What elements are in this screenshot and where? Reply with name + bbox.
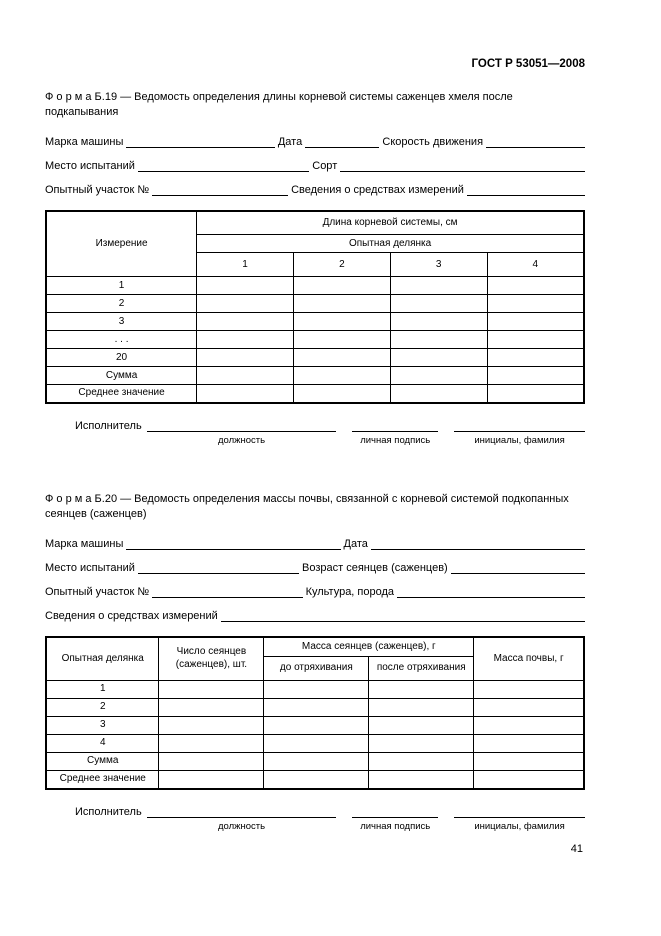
signature-slot-position [147,420,337,446]
row-label: 1 [46,681,159,699]
empty-cell [390,367,487,385]
col-header-plot: Опытная делянка [197,235,584,253]
fill-line [451,561,585,574]
empty-cell [474,681,584,699]
empty-cell [159,753,264,771]
row-label: 4 [46,735,159,753]
empty-cell [369,753,474,771]
table-row [46,385,584,403]
field-label-instruments: Сведения о средствах измерений [45,609,218,622]
empty-cell [197,331,294,349]
table-row [46,771,584,789]
empty-cell [369,699,474,717]
empty-cell [487,331,584,349]
signature-line [352,806,438,818]
empty-cell [390,349,487,367]
col-header-seedling-count: Число сеянцев (саженцев), шт. [159,637,264,681]
form-b19 [45,90,585,446]
empty-cell [159,699,264,717]
soil-mass-table [45,636,585,790]
empty-cell [293,385,390,403]
row-label: . . . [46,331,197,349]
fill-line [138,561,299,574]
field-label-site: Место испытаний [45,561,135,574]
empty-cell [474,699,584,717]
field-label-variety: Сорт [312,159,338,172]
field-label-date: Дата [277,135,303,148]
row-label: Сумма [46,367,197,385]
empty-cell [197,367,294,385]
executor-label: Исполнитель [75,419,142,432]
field-label-instruments: Сведения о средствах измерений [291,183,464,196]
empty-cell [390,277,487,295]
empty-cell [390,385,487,403]
empty-cell [197,295,294,313]
field-row [45,583,585,598]
field-label-date: Дата [343,537,368,550]
row-label: 2 [46,699,159,717]
empty-cell [487,313,584,331]
signature-slot-position [147,806,337,832]
table-row [46,313,584,331]
row-label: 2 [46,295,197,313]
fill-line [340,159,585,172]
empty-cell [390,295,487,313]
empty-cell [293,277,390,295]
signature-sublabel: инициалы, фамилия [474,434,565,446]
col-header-measurement: Измерение [46,211,197,277]
field-label-speed: Скорость движения [382,135,484,148]
empty-cell [159,717,264,735]
form-b19-fields [45,133,585,196]
table-row [46,753,584,771]
empty-cell [487,295,584,313]
fill-line [397,585,585,598]
empty-cell [474,771,584,789]
signature-line [352,420,438,432]
signature-sublabel: личная подпись [360,434,431,446]
empty-cell [293,313,390,331]
fill-line [371,537,585,550]
col-header-plot-3: 3 [390,253,487,277]
empty-cell [159,681,264,699]
fill-line [126,537,340,550]
signature-line [454,420,585,432]
empty-cell [197,349,294,367]
signature-sublabel: личная подпись [360,820,431,832]
form-b20-fields [45,535,585,622]
field-label-age: Возраст сеянцев (саженцев) [302,561,448,574]
fill-line [467,183,585,196]
field-label-plot-no: Опытный участок № [45,585,150,598]
row-label: Среднее значение [46,771,159,789]
empty-cell [293,367,390,385]
empty-cell [487,385,584,403]
empty-cell [474,717,584,735]
table-row [46,699,584,717]
col-header-root-length: Длина корневой системы, см [197,211,584,235]
row-label: 3 [46,717,159,735]
field-label-plot-no: Опытный участок № [45,183,150,196]
field-row [45,607,585,622]
page-number: 41 [570,843,583,855]
empty-cell [264,771,369,789]
form-b20-title: Ф о р м а Б.20 — Ведомость определения массы почвы, связанной с корневой системой подкопанных сеянцев (саженцев) [45,492,569,521]
table-row [46,331,584,349]
empty-cell [264,735,369,753]
signature-sublabel: инициалы, фамилия [474,820,565,832]
empty-cell [293,331,390,349]
fill-line [305,135,379,148]
field-row [45,181,585,196]
fill-line [486,135,585,148]
col-header-before-shaking: до отряхивания [264,657,369,681]
signature-slot-initials [454,420,585,446]
executor-label: Исполнитель [75,805,142,818]
form-b19-title: Ф о р м а Б.19 — Ведомость определения длины корневой системы саженцев хмеля после подкапывания [45,91,513,119]
empty-cell [369,717,474,735]
empty-cell [159,735,264,753]
doc-number: ГОСТ Р 53051—2008 [471,58,585,70]
signature-slot-signature [352,806,438,832]
col-header-plot-4: 4 [487,253,584,277]
col-header-plot-1: 1 [197,253,294,277]
empty-cell [293,295,390,313]
empty-cell [264,717,369,735]
field-row [45,133,585,148]
table-row [46,349,584,367]
fill-line [152,585,302,598]
field-label-site: Место испытаний [45,159,135,172]
signature-line [147,420,337,432]
field-row [45,559,585,574]
table-row [46,735,584,753]
field-row [45,157,585,172]
table-row [46,295,584,313]
empty-cell [159,771,264,789]
signature-sublabel: должность [217,820,266,832]
empty-cell [390,331,487,349]
field-label-machine: Марка машины [45,135,124,148]
empty-cell [197,385,294,403]
table-header-row [46,211,584,235]
empty-cell [264,753,369,771]
table-row [46,717,584,735]
root-length-table [45,210,585,404]
row-label: 20 [46,349,197,367]
table-row [46,681,584,699]
field-label-machine: Марка машины [45,537,124,550]
empty-cell [264,699,369,717]
empty-cell [264,681,369,699]
col-header-soil-mass: Масса почвы, г [474,637,584,681]
signature-slot-initials [454,806,585,832]
col-header-after-shaking: после отряхивания [369,657,474,681]
empty-cell [369,771,474,789]
signature-sublabel: должность [217,434,266,446]
empty-cell [369,681,474,699]
table-row [46,277,584,295]
row-label: 1 [46,277,197,295]
field-row [45,535,585,550]
empty-cell [390,313,487,331]
form-b20 [45,492,585,832]
empty-cell [474,735,584,753]
empty-cell [293,349,390,367]
signature-line [454,806,585,818]
executor-block [75,806,585,832]
table-header-row [46,637,584,657]
empty-cell [487,367,584,385]
row-label: Среднее значение [46,385,197,403]
executor-block [75,420,585,446]
empty-cell [197,313,294,331]
signature-line [147,806,337,818]
table-row [46,367,584,385]
field-label-culture: Культура, порода [305,585,395,598]
empty-cell [369,735,474,753]
empty-cell [487,349,584,367]
fill-line [138,159,309,172]
empty-cell [197,277,294,295]
empty-cell [474,753,584,771]
row-label: 3 [46,313,197,331]
col-header-plot-2: 2 [293,253,390,277]
fill-line [221,609,585,622]
row-label: Сумма [46,753,159,771]
fill-line [152,183,288,196]
empty-cell [487,277,584,295]
col-header-seedling-mass: Масса сеянцев (саженцев), г [264,637,474,657]
fill-line [126,135,274,148]
col-header-plot: Опытная делянка [46,637,159,681]
signature-slot-signature [352,420,438,446]
